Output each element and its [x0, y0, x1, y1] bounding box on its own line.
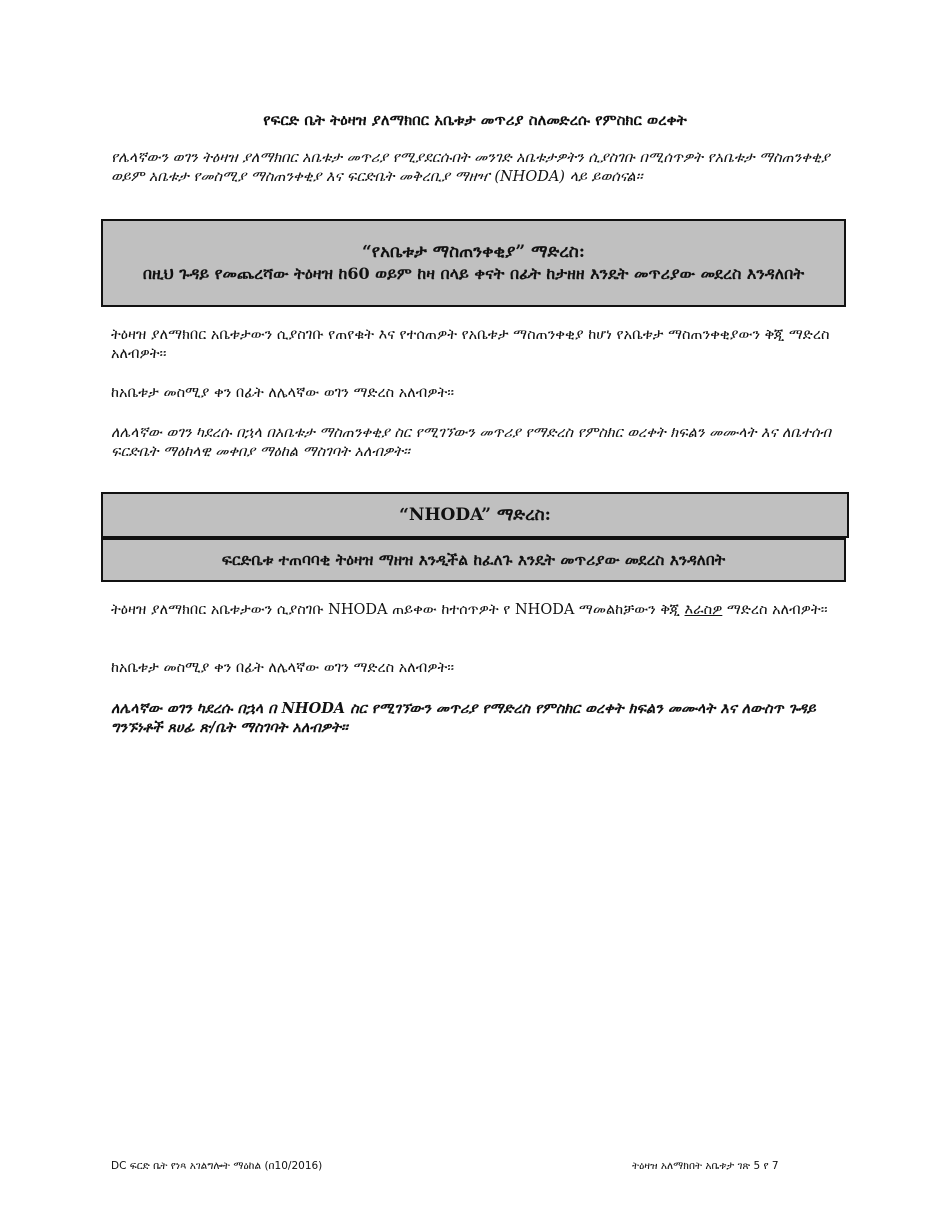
section-1-header-box	[101, 219, 846, 307]
intro-paragraph: የሌላኛውን ወገን ትዕዛዝ ያለማክበር አቤቱታ መጥሪያ የሚያደርሱበት መንገድ አቤቱታዎትን ሲያስገቡ በሚሰጥዎት የአቤቱታ ማስጠንቀቂያ ወይም አቤቱታ የመስሚያ ማስጠንቀቂያ እና ፍርድቤት መቅረቢያ ማዘዣ (NHODA) ላይ ይወሰናል፡፡	[111, 150, 830, 185]
section-1-subheading: በዚህ ጉዳይ የመጨረሻው ትዕዛዝ ከ60 ወይም ከዛ በላይ ቀናት በፊት ከታዘዘ እንዴት መጥሪያው መደረስ እንዳለበት	[142, 264, 805, 283]
section-1-heading: “የአቤቱታ ማስጠንቀቂያ” ማድረስ:	[362, 242, 585, 262]
section-1-paragraph-2: ከአቤቱታ መስሚያ ቀን በፊት ለሌላኛው ወገን ማድረስ አለብዎት፡፡	[111, 385, 455, 401]
section-2-paragraph-1-tail: ማድረስ አለብዎት፡፡	[722, 602, 828, 618]
section-2-paragraph-2: ከአቤቱታ መስሚያ ቀን በፊት ለሌላኛው ወገን ማድረስ አለብዎት፡፡	[111, 660, 455, 676]
section-2-subheading: ፍርድቤቱ ተጠባባቂ ትዕዛዝ ማዘዝ እንዲችል ከፈለጉ እንዴት መጥሪያው መደረስ እንዳለበት	[221, 550, 726, 569]
section-2-paragraph-1-underlined: እራስዎ	[684, 602, 723, 618]
section-2-paragraph-1-text: ትዕዛዝ ያለማክበር አቤቱታውን ሲያስገቡ NHODA ጠይቀው ከተሰጥዎት የ NHODA ማመልከቻውን ቅጂ	[111, 602, 685, 618]
footer-page-number: ትዕዛዝ አለማክበት አቤቱታ ገጽ 5 የ 7	[632, 1160, 779, 1172]
section-1-paragraph-1: ትዕዛዝ ያለማክበር አቤቱታውን ሲያስገቡ የጠየቁት እና የተሰጠዎት የአቤቱታ ማስጠንቀቂያ ከሆነ የአቤቱታ ማስጠንቀቂያውን ቅጂ ማድረስ አለብዎት፡፡	[111, 327, 830, 362]
footer-left: DC ፍርድ ቤት የነጻ አገልግሎት ማዕከል (በ10/2016)	[111, 1160, 323, 1172]
section-1-paragraph-3: ለሌላኛው ወገን ካደረሱ በኋላ በአቤቱታ ማስጠንቀቂያ ስር የሚገኘውን መጥሪያ የማድረስ የምስክር ወረቀት ክፍልን መሙላት እና ለቤተሰብ ፍርድቤት ማዕከላዊ መቀበያ ማዕከል ማስገባት አለብዎት፡፡	[111, 425, 831, 460]
section-2-subheading-box	[101, 538, 846, 582]
section-2-heading-box	[101, 492, 849, 538]
section-2-paragraph-1	[111, 601, 843, 620]
section-2-paragraph-3: ለሌላኛው ወገን ካደረሱ በኋላ በ NHODA ስር የሚገኘውን መጥሪያ የማድረስ የምስክር ወረቀት ክፍልን መሙላት እና ለውስጥ ጉዳይ ግንኙነቶች ጸሀፊ ጽ/ቤት ማስገባት አለብዎት፡፡	[111, 700, 816, 736]
document-title: የፍርድ ቤት ትዕዛዝ ያለማክበር አቤቱታ መጥሪያ ስለመድረሱ የምስክር ወረቀት	[263, 111, 687, 129]
section-2-heading: “NHODA” ማድረስ:	[399, 505, 551, 525]
